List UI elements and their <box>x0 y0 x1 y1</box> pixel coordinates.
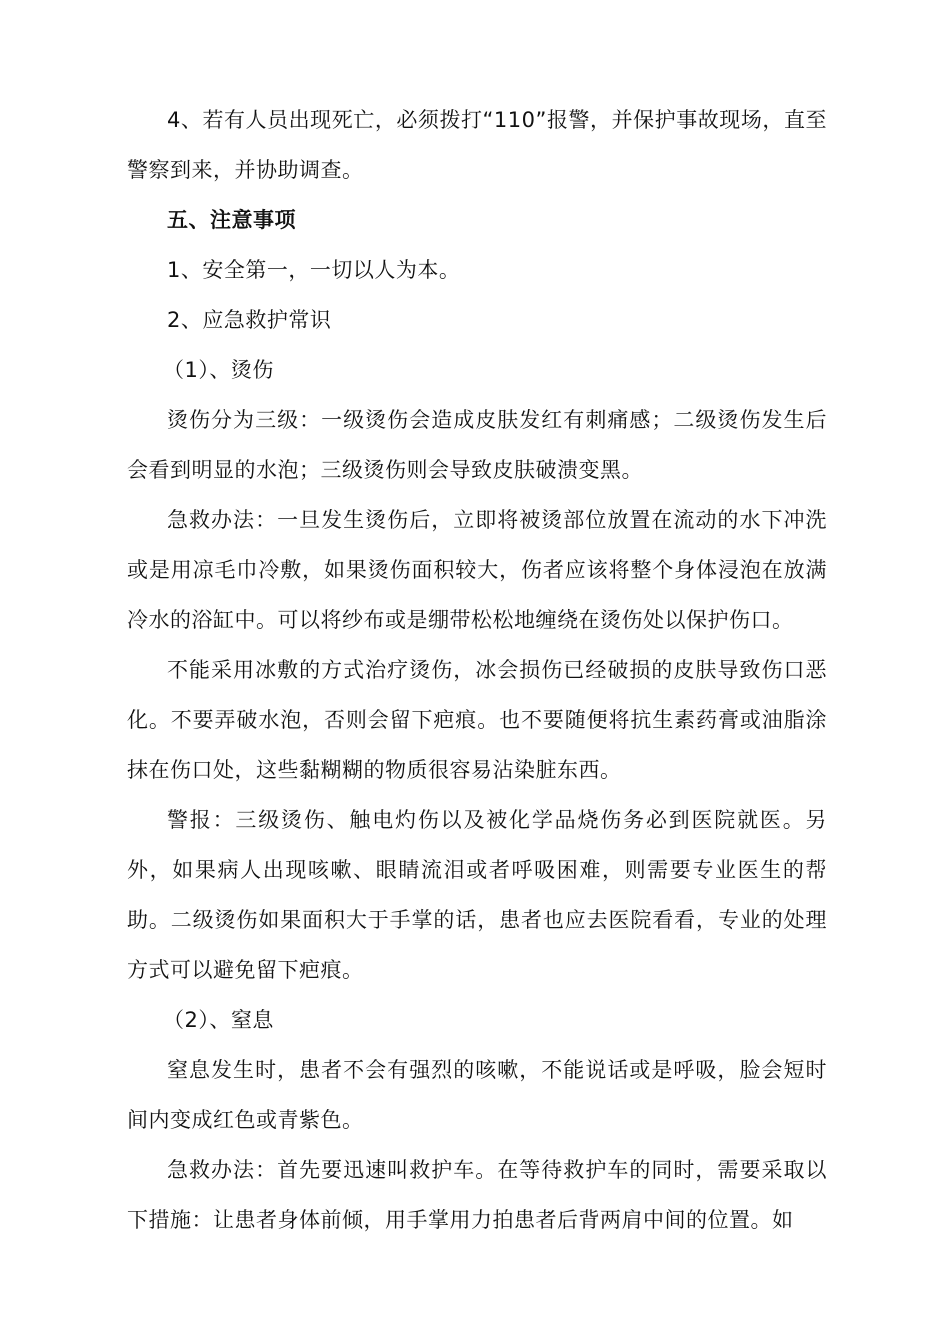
document-body <box>127 95 827 1245</box>
paragraph-report-death: 4、若有人员出现死亡，必须拨打“110”报警，并保护事故现场，直至警察到来，并协助调查。 <box>127 108 827 182</box>
paragraph-first-aid-knowledge: 2、应急救护常识 <box>167 308 332 332</box>
subheading-burns: （1）、烫伤 <box>163 358 274 382</box>
paragraph-choking-symptoms: 窒息发生时，患者不会有强烈的咳嗽，不能说话或是呼吸，脸会短时间内变成红色或青紫色。 <box>127 1058 827 1132</box>
section-heading-notes: 五、注意事项 <box>167 208 296 232</box>
subheading-choking: （2）、窒息 <box>163 1008 274 1032</box>
paragraph-burn-donts: 不能采用冰敷的方式治疗烫伤，冰会损伤已经破损的皮肤导致伤口恶化。不要弄破水泡，否则会留下疤痕。也不要随便将抗生素药膏或油脂涂抹在伤口处，这些黏糊糊的物质很容易沾染脏东西。 <box>127 658 827 782</box>
paragraph-choking-first-aid: 急救办法：首先要迅速叫救护车。在等待救护车的同时，需要采取以下措施：让患者身体前倾，用手掌用力拍患者后背两肩中间的位置。如 <box>127 1158 827 1232</box>
paragraph-burn-alert: 警报：三级烫伤、触电灼伤以及被化学品烧伤务必到医院就医。另外，如果病人出现咳嗽、眼睛流泪或者呼吸困难，则需要专业医生的帮助。二级烫伤如果面积大于手掌的话，患者也应去医院看看，专业的处理方式可以避免留下疤痕。 <box>127 808 827 982</box>
paragraph-safety-first: 1、安全第一，一切以人为本。 <box>167 258 461 282</box>
paragraph-burn-first-aid: 急救办法：一旦发生烫伤后，立即将被烫部位放置在流动的水下冲洗或是用凉毛巾冷敷，如果烫伤面积较大，伤者应该将整个身体浸泡在放满冷水的浴缸中。可以将纱布或是绷带松松地缠绕在烫伤处以保护伤口。 <box>127 508 827 632</box>
paragraph-burn-levels: 烫伤分为三级：一级烫伤会造成皮肤发红有刺痛感；二级烫伤发生后会看到明显的水泡；三级烫伤则会导致皮肤破溃变黑。 <box>127 408 827 482</box>
